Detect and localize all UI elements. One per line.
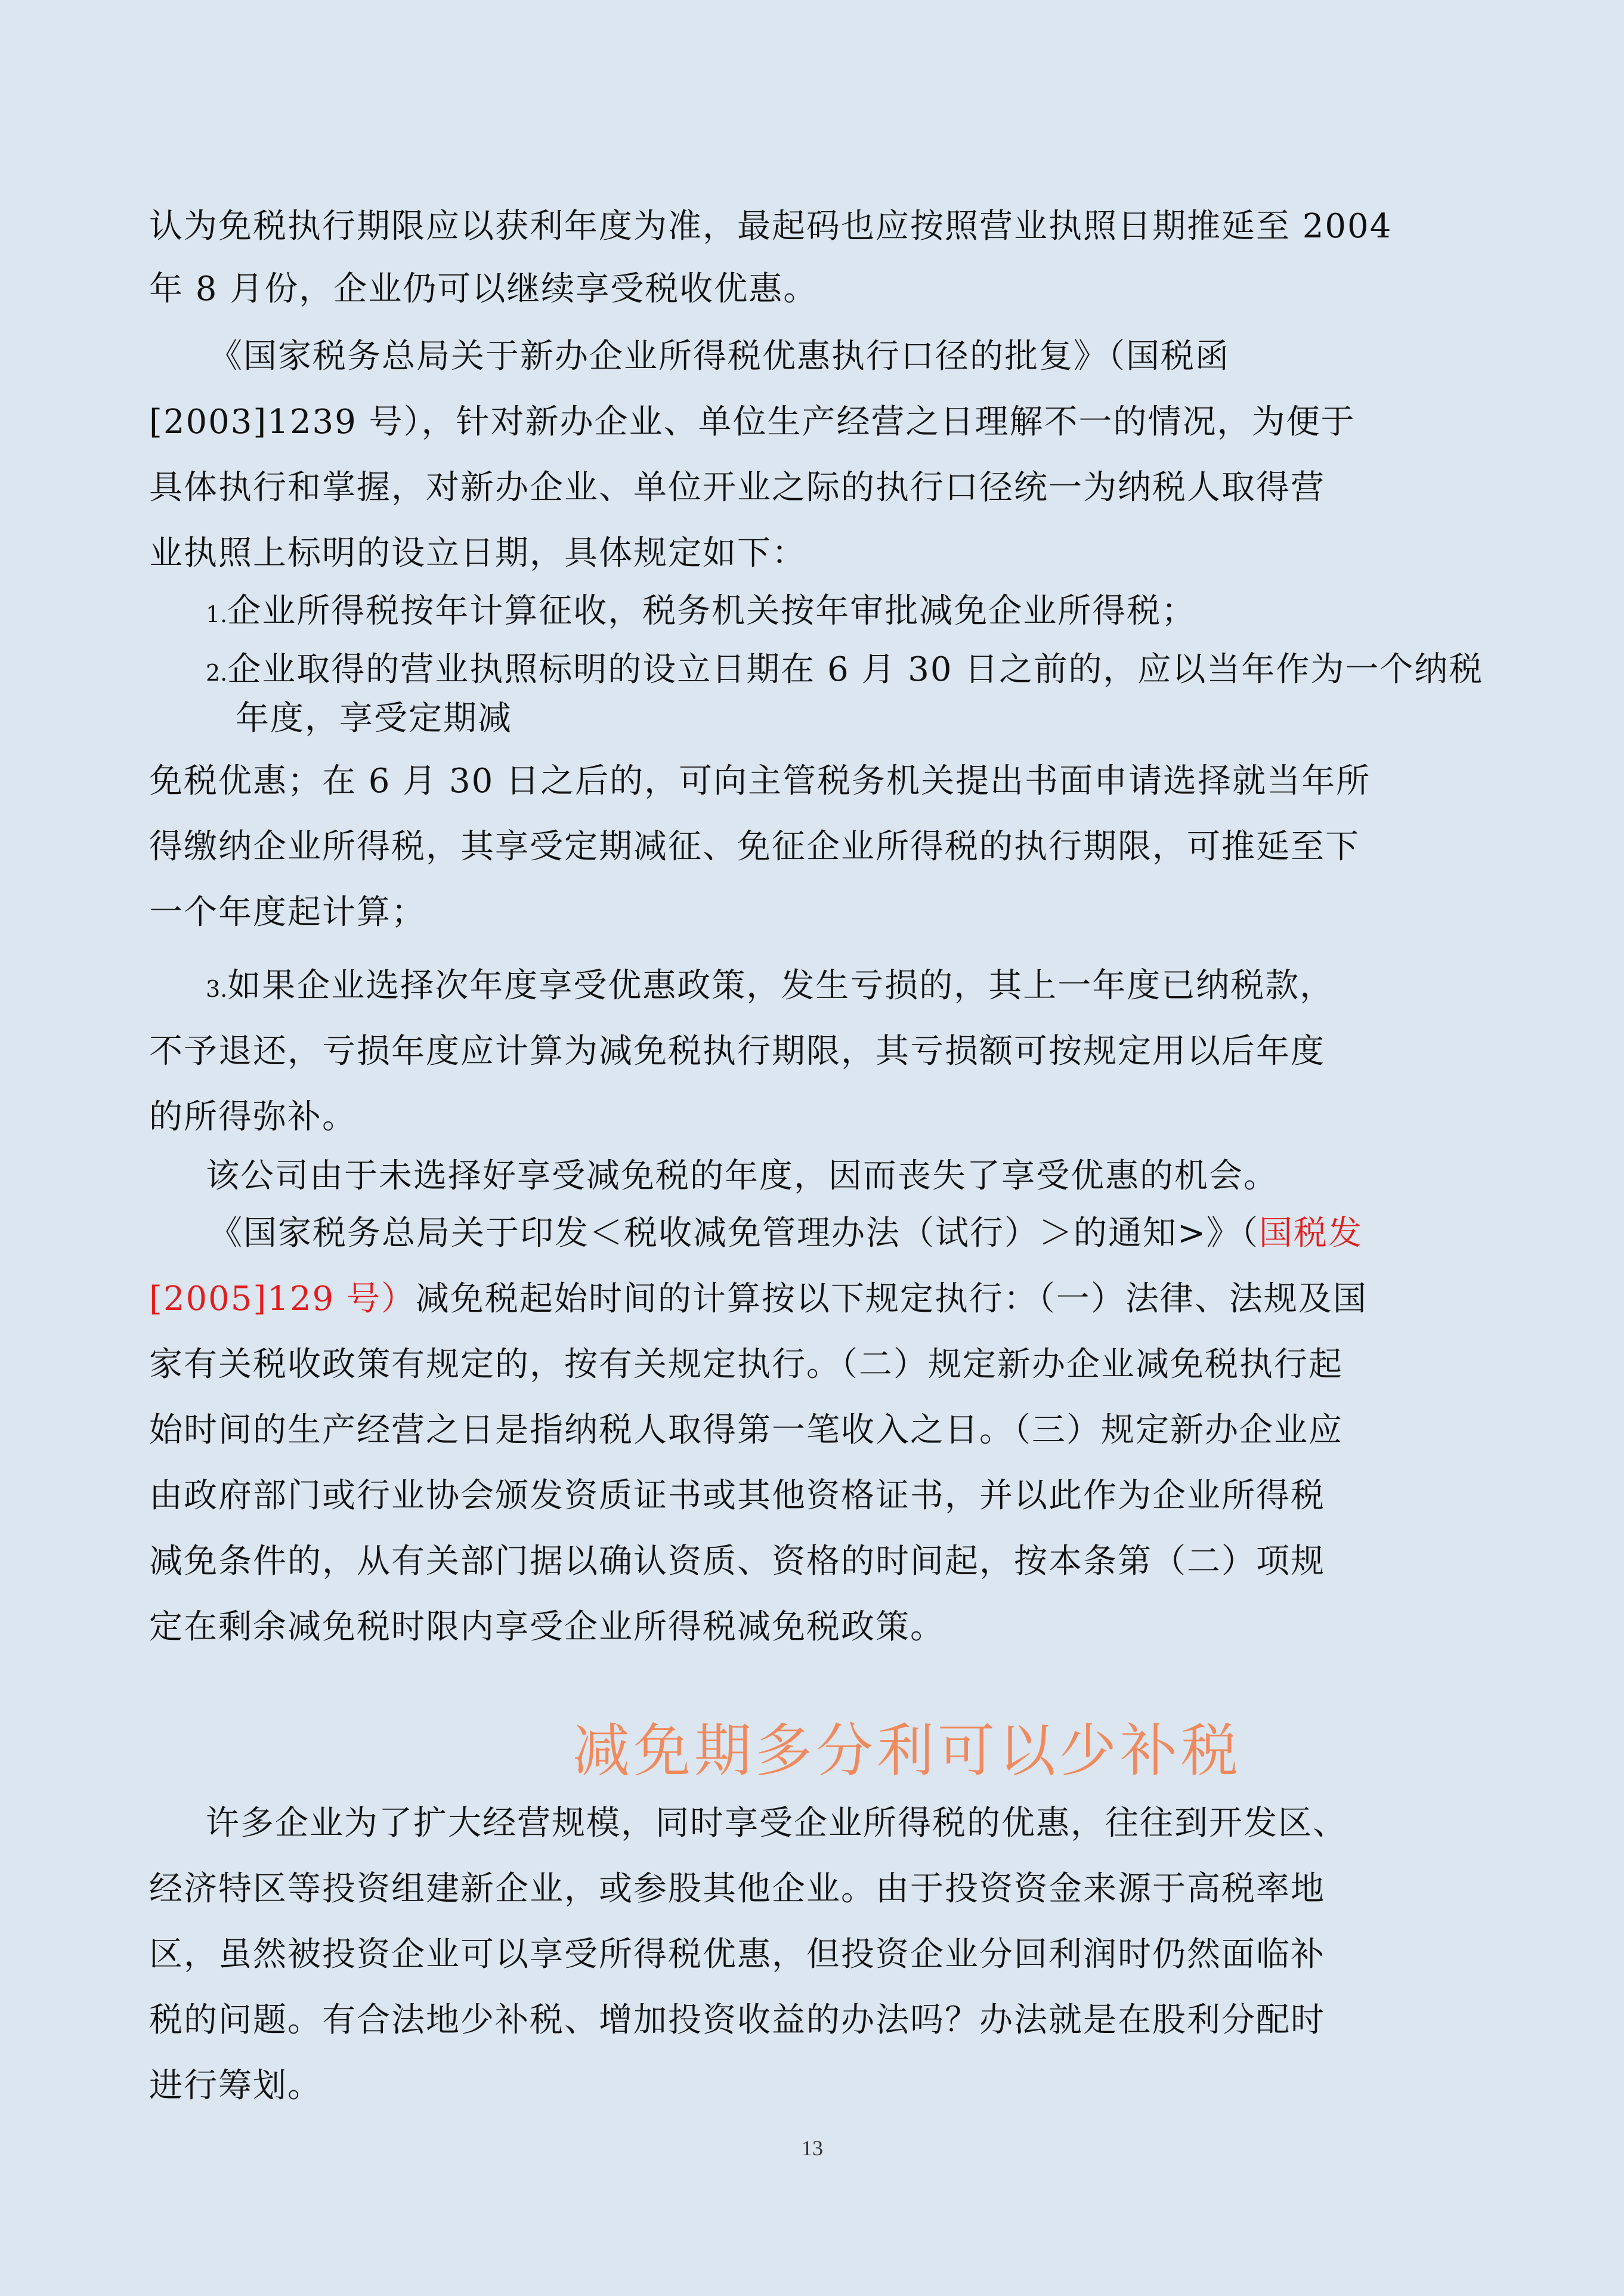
paragraph-line: 定在剩余减免税时限内享受企业所得税减免税政策。 [149,1608,945,1646]
citation-document-number: [2005]129 号） [149,1280,416,1318]
paragraph-line: [2003]1239 号），针对新办企业、单位生产经营之日理解不一的情况，为便于 [149,403,1356,441]
paragraph-line: 减免条件的，从有关部门据以确认资质、资格的时间起，按本条第（二）项规 [149,1542,1325,1581]
section-heading: 减免期多分利可以少补税 [573,1717,1242,1784]
list-number: 3. [206,976,228,1002]
paragraph-line: 许多企业为了扩大经营规模，同时享受企业所得税的优惠，往往到开发区、 [206,1804,1347,1843]
paragraph-line: 由政府部门或行业协会颁发资质证书或其他资格证书，并以此作为企业所得税 [149,1476,1325,1515]
list-item-text: 企业取得的营业执照标明的设立日期在 6 月 30 日之前的，应以当年作为一个纳税 [227,650,1484,689]
paragraph-line: 年 8 月份，企业仍可以继续享受税收优惠。 [149,270,818,308]
paragraph-line: 年度，享受定期减 [236,699,512,738]
list-item-2 [206,649,1483,694]
paragraph-line: 税的问题。有合法地少补税、增加投资收益的办法吗？办法就是在股利分配时 [149,2001,1325,2039]
paragraph-line: 始时间的生产经营之日是指纳税人取得第一笔收入之日。（三）规定新办企业应 [149,1411,1343,1450]
paragraph-line: 业执照上标明的设立日期，具体规定如下： [149,534,806,573]
list-item-3 [206,965,1334,1010]
list-item-1 [206,591,1196,635]
citation-document-number: 国税发 [1258,1214,1363,1253]
paragraph-line: 具体执行和掌握，对新办企业、单位开业之际的执行口径统一为纳税人取得营 [149,468,1325,507]
paragraph-line: 认为免税执行期限应以获利年度为准，最起码也应按照营业执照日期推延至 2004 [149,207,1393,246]
page-number: 13 [802,2136,823,2160]
paragraph-line: 免税优惠；在 6 月 30 日之后的，可向主管税务机关提出书面申请选择就当年所 [149,762,1371,801]
paragraph-line: 的所得弥补。 [149,1098,357,1136]
paragraph-line: 经济特区等投资组建新企业，或参股其他企业。由于投资资金来源于高税率地 [149,1869,1325,1908]
citation-title: 《国家税务总局关于印发＜税收减免管理办法（试行）＞的通知>》（ [209,1214,1259,1253]
list-number: 2. [206,660,228,686]
paragraph-line: 进行筹划。 [149,2066,322,2105]
list-item-text: 如果企业选择次年度享受优惠政策，发生亏损的，其上一年度已纳税款， [227,966,1335,1005]
list-number: 1. [206,601,228,628]
paragraph-line: 家有关税收政策有规定的，按有关规定执行。（二）规定新办企业减免税执行起 [149,1345,1343,1384]
paragraph-text: 减免税起始时间的计算按以下规定执行：（一）法律、法规及国 [415,1280,1368,1318]
paragraph-line: 得缴纳企业所得税，其享受定期减征、免征企业所得税的执行期限，可推延至下 [149,827,1360,866]
paragraph-line: 一个年度起计算； [149,893,426,932]
paragraph-line: 区，虽然被投资企业可以享受所得税优惠，但投资企业分回利润时仍然面临补 [149,1935,1325,1974]
paragraph-line [149,1278,1368,1320]
list-item-text: 企业所得税按年计算征收，税务机关按年审批减免企业所得税； [227,592,1196,631]
paragraph-line: 不予退还，亏损年度应计算为减免税执行期限，其亏损额可按规定用以后年度 [149,1032,1325,1071]
paragraph-line: 《国家税务总局关于新办企业所得税优惠执行口径的批复》（国税函 [209,337,1230,376]
paragraph-line: 该公司由于未选择好享受减免税的年度，因而丧失了享受优惠的机会。 [206,1157,1278,1195]
paragraph-line [209,1213,1363,1254]
